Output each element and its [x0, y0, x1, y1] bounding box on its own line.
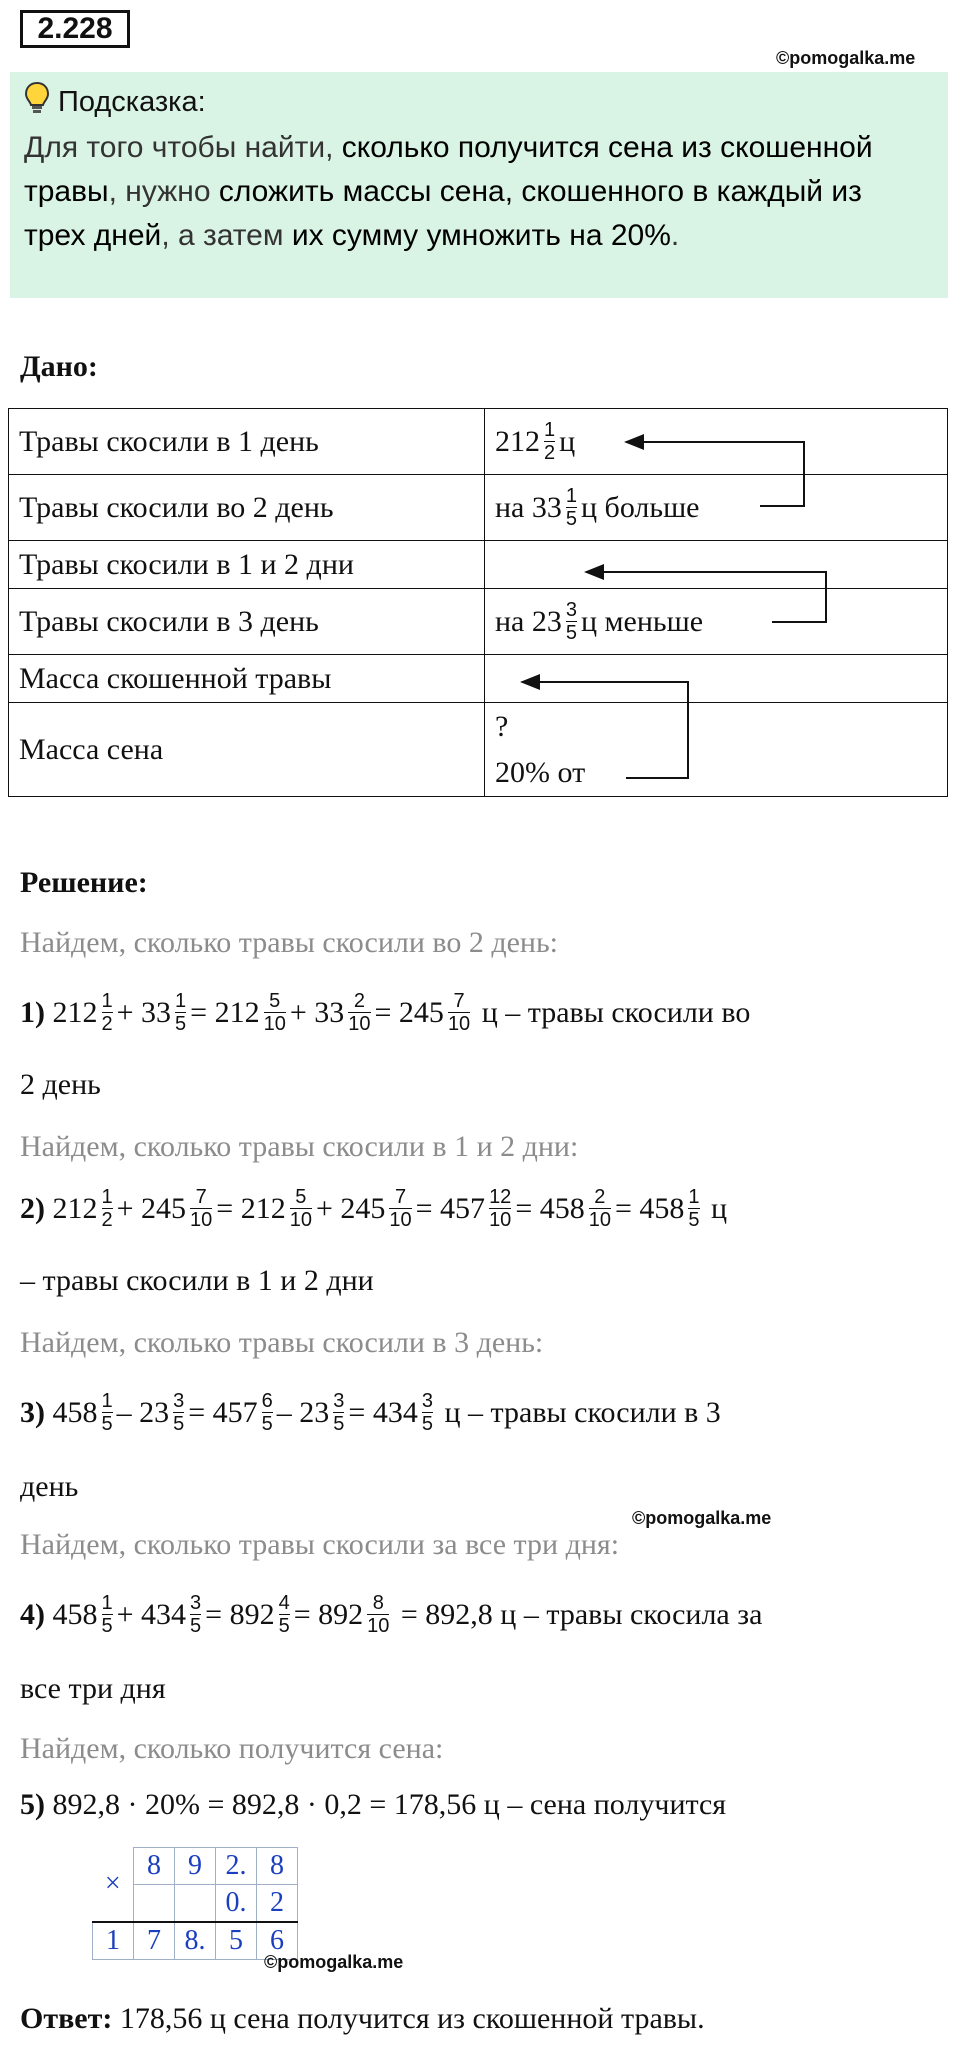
- step-note: Найдем, сколько травы скосили в 1 и 2 дни:: [20, 1130, 579, 1163]
- step-note: Найдем, сколько травы скосили во 2 день:: [20, 926, 559, 959]
- hint-highlight: сложить массы сена, скошенного в каждый из: [218, 175, 862, 208]
- digit: 9: [175, 1848, 216, 1885]
- step-text: ц – травы скосили во: [481, 995, 751, 1029]
- hint-title: Подсказка:: [58, 85, 206, 118]
- digit: [175, 1885, 216, 1923]
- digit: 2: [257, 1885, 298, 1923]
- step-note: Найдем, сколько травы скосили в 3 день:: [20, 1326, 544, 1359]
- value-text: ц меньше: [581, 604, 704, 638]
- multiplication-table: [92, 1847, 298, 1960]
- value-text: ?: [495, 709, 509, 743]
- digit: 0.: [216, 1885, 257, 1923]
- digit: [134, 1885, 175, 1923]
- step-5: 5) 892,8 · 20% = 892,8 · 0,2 = 178,56 ц – сена получится: [20, 1788, 727, 1821]
- given-heading: Дано:: [20, 350, 98, 383]
- value-text: ц: [559, 424, 576, 458]
- step-text: день: [20, 1470, 79, 1503]
- digit: 8: [134, 1848, 175, 1885]
- answer-text: 178,56 ц сена получится из скошенной травы.: [112, 2002, 705, 2035]
- step-text: 892,8 · 20% = 892,8 · 0,2 = 178,56 ц – сена получится: [52, 1788, 727, 1821]
- watermark: ©pomogalka.me: [264, 1952, 404, 1972]
- hint-highlight: их сумму умножить на 20%: [291, 219, 671, 252]
- step-2: 2) 212 $\frac{1}{2}$ + 245 $\frac{7}{10}$ = 212 $\frac{5}{10}$ + 245 $\frac{7}{10}$ = 457 $\frac{12}{10}$ = 458 $\frac{2}{10}$ = 458 $\frac{1}{5}$ ц: [20, 1186, 728, 1231]
- arrow-2: [586, 572, 826, 622]
- hint-part: Для того чтобы найти,: [24, 131, 342, 164]
- step-text: – травы скосили в 1 и 2 дни: [20, 1264, 374, 1297]
- arrow-3: [522, 682, 688, 778]
- step-text: = 892,8 ц – травы скосила за: [400, 1597, 763, 1631]
- value-text: на 33: [495, 490, 562, 524]
- step-3: 3) 458 $\frac{1}{5}$ – 23 $\frac{3}{5}$ = 457 $\frac{6}{5}$ – 23 $\frac{3}{5}$ = 434 $\frac{3}{5}$ ц – травы скосили в 3: [20, 1390, 721, 1435]
- answer: [20, 2002, 705, 2036]
- hint-part: .: [670, 219, 680, 252]
- digit: 1: [93, 1922, 134, 1960]
- digit: 5: [216, 1922, 257, 1960]
- step-text: ц – травы скосили в 3: [444, 1395, 721, 1429]
- hint-highlight: трех дней: [24, 219, 162, 252]
- value-text: на 23: [495, 604, 562, 638]
- hint-part: , нужно: [108, 175, 219, 208]
- digit: 8: [257, 1848, 298, 1885]
- digit: 7: [134, 1922, 175, 1960]
- given-label: Травы скосили в 3 день: [9, 589, 485, 655]
- given-label: Травы скосили в 1 и 2 дни: [9, 541, 485, 589]
- fraction: $\frac{3}{5}$: [565, 599, 577, 644]
- step-text: все три дня: [20, 1672, 166, 1705]
- answer-label: Ответ:: [20, 2002, 113, 2035]
- given-label: Травы скосили в 1 день: [9, 409, 485, 475]
- arrow-1: [626, 442, 804, 506]
- digit: 2.: [216, 1848, 257, 1885]
- table-arrows: [0, 0, 960, 820]
- hint-part: , а затем: [161, 219, 292, 252]
- step-1: 1) 212 $\frac{1}{2}$ + 33 $\frac{1}{5}$ = 212 $\frac{5}{10}$ + 33 $\frac{2}{10}$ = 245 $\frac{7}{10}$ ц – травы скосили во: [20, 990, 751, 1035]
- step-note: Найдем, сколько получится сена:: [20, 1732, 444, 1765]
- fraction: $\frac{1}{5}$: [565, 485, 577, 530]
- given-label: Масса скошенной травы: [9, 655, 485, 703]
- digit: 6: [257, 1922, 298, 1960]
- hint-highlight: сколько получится сена из скошенной: [341, 131, 873, 164]
- value-text: 212: [495, 424, 540, 458]
- watermark: ©pomogalka.me: [776, 48, 916, 68]
- multiply-sign: ×: [104, 1868, 121, 1900]
- value-text: 20% от: [495, 755, 586, 789]
- given-label: Масса сена: [9, 703, 485, 797]
- given-label: Травы скосили во 2 день: [9, 475, 485, 541]
- fraction: $\frac{1}{2}$: [544, 419, 556, 464]
- step-4: 4) 458 $\frac{1}{5}$ + 434 $\frac{3}{5}$ = 892 $\frac{4}{5}$ = 892 $\frac{8}{10}$ = 892,8 ц – травы скосила за: [20, 1592, 763, 1637]
- step-text: 2 день: [20, 1068, 101, 1101]
- hint-highlight: травы: [24, 175, 109, 208]
- value-text: ц больше: [581, 490, 700, 524]
- digit: 8.: [175, 1922, 216, 1960]
- watermark: ©pomogalka.me: [632, 1508, 772, 1528]
- step-note: Найдем, сколько травы скосили за все три дня:: [20, 1528, 620, 1561]
- problem-number: 2.228: [20, 10, 130, 48]
- solution-heading: Решение:: [20, 866, 148, 899]
